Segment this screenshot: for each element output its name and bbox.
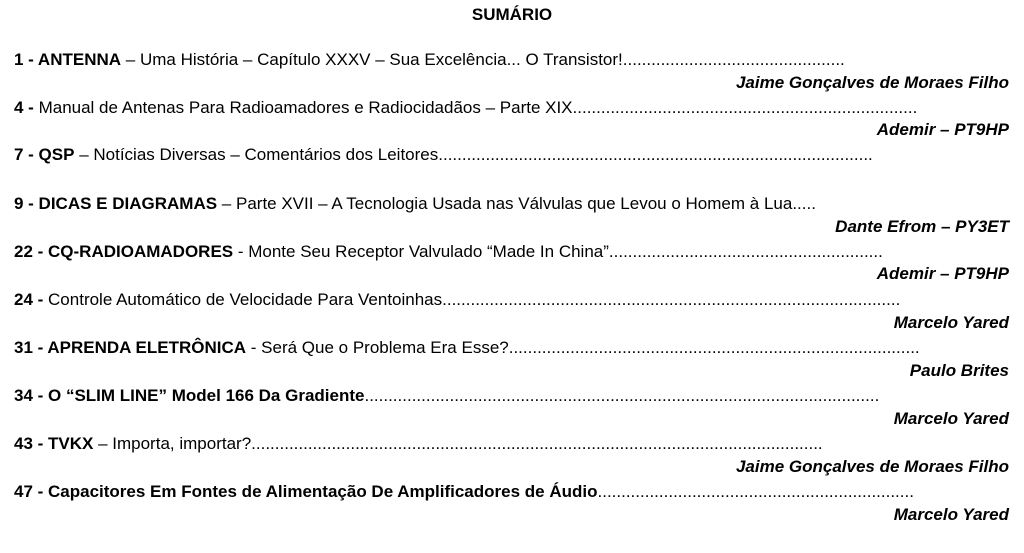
entry-prefix: 31 - APRENDA ELETRÔNICA: [14, 338, 247, 357]
entry-prefix: 4 -: [14, 98, 34, 117]
entry-author: Marcelo Yared: [893, 505, 1009, 524]
entry-text: Uma História – Capítulo XXXV – Sua Excelência... O Transistor!: [139, 50, 623, 69]
entry-prefix: 43 - TVKX: [14, 434, 94, 453]
entry-prefix: 1 - ANTENNA: [14, 50, 122, 69]
entry-dots: .......................................................................................: [508, 338, 920, 357]
entry-author: Ademir – PT9HP: [876, 120, 1009, 139]
entry-author: Paulo Brites: [909, 361, 1009, 380]
toc-entry: [14, 384, 1009, 407]
entry-author: Marcelo Yared: [893, 409, 1009, 428]
entry-separator: –: [217, 194, 236, 213]
entry-dots: .................................................................................................: [442, 290, 901, 309]
entry-text: Controle Automático de Velocidade Para Ventoinhas: [48, 290, 443, 309]
entry-separator: -: [233, 242, 249, 261]
entry-author: Marcelo Yared: [893, 313, 1009, 332]
entry-author: Ademir – PT9HP: [876, 264, 1009, 283]
entry-prefix: 24 -: [14, 290, 44, 309]
entry-separator: –: [93, 434, 113, 453]
toc-entry: [14, 192, 1009, 215]
entry-dots: ............................................................................................: [438, 145, 873, 164]
entry-dots: ..........................................................: [608, 242, 883, 261]
entry-dots: .....: [792, 194, 816, 213]
entry-separator: –: [121, 50, 140, 69]
entry-dots: .............................................................................................................: [364, 386, 880, 405]
toc-entry: [14, 96, 1009, 119]
entry-separator: –: [74, 145, 94, 164]
entry-author: Jaime Gonçalves de Moraes Filho: [735, 457, 1009, 476]
entry-prefix: 9 - DICAS E DIAGRAMAS: [14, 194, 218, 213]
entry-prefix: 34 - O “SLIM LINE” Model 166 Da Gradiente: [14, 386, 365, 405]
entry-prefix: 22 - CQ-RADIOAMADORES: [14, 242, 234, 261]
toc-entry: [14, 288, 1009, 311]
entry-author: Jaime Gonçalves de Moraes Filho: [735, 73, 1009, 92]
entry-text: Notícias Diversas – Comentários dos Leitores: [93, 145, 439, 164]
entry-prefix: 7 - QSP: [14, 145, 75, 164]
toc-entry: [14, 480, 1009, 503]
page-title: SUMÁRIO: [471, 5, 553, 24]
toc-entry: [14, 48, 1009, 71]
toc-entry: [14, 336, 1009, 359]
entry-prefix: 47 - Capacitores Em Fontes de Alimentação De Amplificadores de Áudio: [14, 482, 598, 501]
entry-text: Parte XVII – A Tecnologia Usada nas Válvulas que Levou o Homem à Lua: [235, 194, 793, 213]
entry-text: Monte Seu Receptor Valvulado “Made In China”: [248, 242, 609, 261]
toc-entry: [14, 240, 1009, 263]
toc-entry: [14, 432, 1009, 455]
toc-entry: [14, 143, 1009, 166]
entry-dots: ...................................................................: [597, 482, 914, 501]
entry-author: Dante Efrom – PY3ET: [835, 217, 1009, 236]
entry-dots: .........................................................................: [572, 98, 918, 117]
entry-dots: ...............................................: [622, 50, 845, 69]
entry-separator: -: [246, 338, 262, 357]
entry-text: Manual de Antenas Para Radioamadores e Radiocidadãos – Parte XIX: [38, 98, 573, 117]
entry-text: Importa, importar?: [112, 434, 252, 453]
entry-text: Será Que o Problema Era Esse?: [261, 338, 509, 357]
entry-dots: .........................................................................................................................: [251, 434, 823, 453]
